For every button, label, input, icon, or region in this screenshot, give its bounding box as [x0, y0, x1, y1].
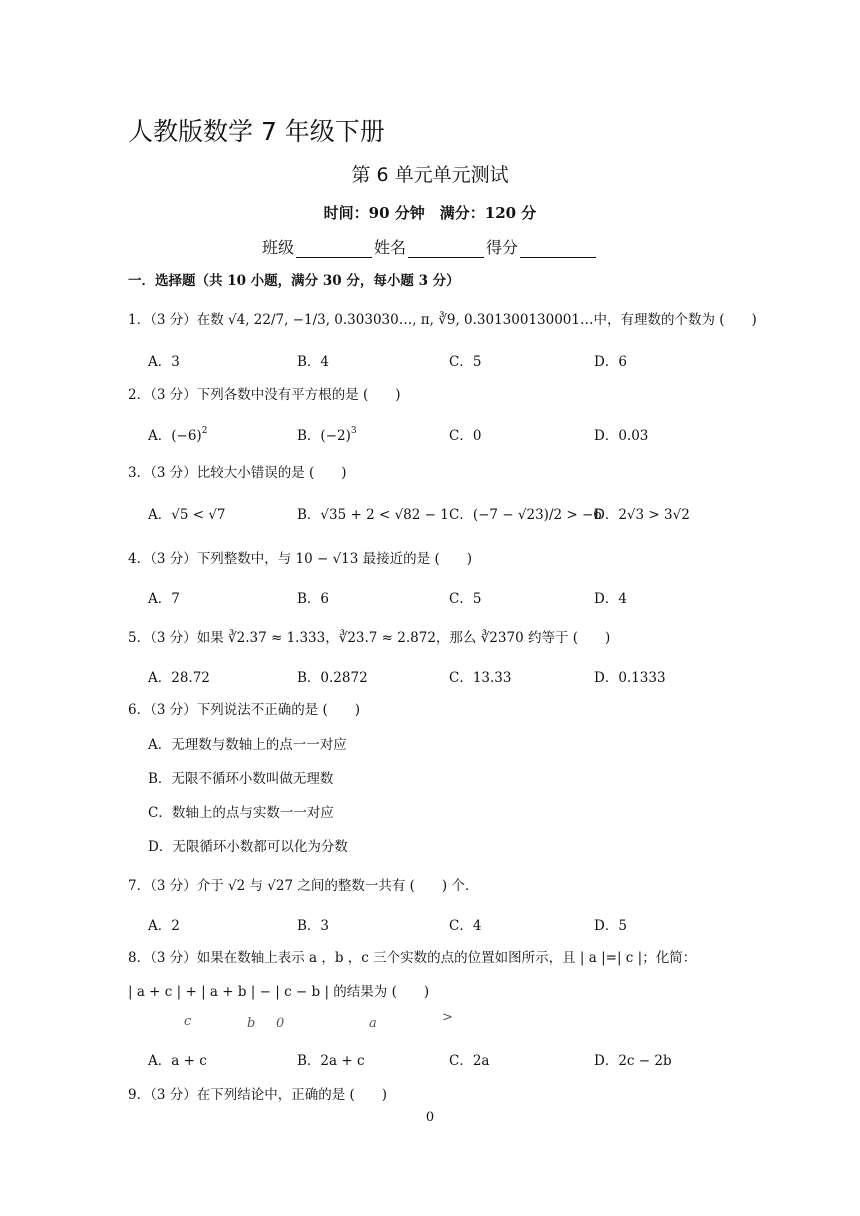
q7-option-d[interactable]: D．5 — [594, 918, 627, 934]
question-6-stem: 6．（3 分）下列说法不正确的是 ( ) — [128, 702, 361, 718]
q7-option-a[interactable]: A．2 — [148, 918, 180, 934]
q2-option-a[interactable] — [148, 424, 207, 444]
q5-option-d[interactable]: D．0.1333 — [594, 670, 666, 686]
score-label: 得分 — [486, 238, 519, 257]
q5-option-c[interactable]: C．13.33 — [449, 670, 512, 686]
name-label: 姓名 — [373, 238, 406, 257]
class-blank[interactable] — [296, 241, 372, 258]
question-7-stem: 7．（3 分）介于 √2 与 √27 之间的整数一共有 ( ) 个． — [128, 878, 479, 894]
student-info-fields — [0, 235, 860, 258]
question-2-stem: 2．（3 分）下列各数中没有平方根的是 ( ) — [128, 387, 401, 403]
q2-option-a-base: A．(−6) — [148, 428, 202, 444]
question-1-stem: 1．（3 分）在数 √4, 22/7, −1/3, 0.303030…, π, ∛9, 0.301300130001…中，有理数的个数为 ( ) — [128, 312, 757, 328]
q2-option-c[interactable]: C．0 — [449, 428, 482, 444]
axis-arrow-icon: > — [442, 1010, 453, 1025]
q2-option-d[interactable]: D．0.03 — [594, 428, 649, 444]
question-3-stem: 3．（3 分）比较大小错误的是 ( ) — [128, 465, 347, 481]
q7-option-c[interactable]: C．4 — [449, 918, 482, 934]
q3-option-b[interactable]: B．√35 + 2 < √82 − 1 — [297, 507, 449, 523]
q6-option-d[interactable]: D．无限循环小数都可以化为分数 — [148, 839, 348, 855]
q8-option-b[interactable]: B．2a + c — [297, 1053, 365, 1069]
q3-option-d[interactable]: D．2√3 > 3√2 — [594, 507, 690, 523]
q6-option-b[interactable]: B．无限不循环小数叫做无理数 — [148, 771, 334, 787]
axis-label-c: c — [184, 1014, 192, 1029]
q3-option-c[interactable]: C．(−7 − √23)/2 > −6 — [449, 507, 602, 523]
axis-label-zero: 0 — [276, 1016, 285, 1031]
q1-option-b[interactable]: B．4 — [297, 354, 330, 370]
q6-option-c[interactable]: C．数轴上的点与实数一一对应 — [148, 805, 334, 821]
class-label: 班级 — [261, 238, 294, 257]
axis-label-b: b — [247, 1016, 256, 1031]
q4-option-d[interactable]: D．4 — [594, 591, 627, 607]
q5-option-b[interactable]: B．0.2872 — [297, 670, 368, 686]
name-blank[interactable] — [408, 241, 484, 258]
q1-option-c[interactable]: C．5 — [449, 354, 482, 370]
q3-option-a[interactable]: A．√5 < √7 — [148, 507, 226, 523]
q2-option-b-exponent: 3 — [350, 426, 357, 436]
q2-option-b[interactable] — [297, 424, 357, 444]
question-5-stem: 5．（3 分）如果 ∛2.37 ≈ 1.333，∛23.7 ≈ 2.872，那么 ∛2370 约等于 ( ) — [128, 630, 611, 646]
q1-option-a[interactable]: A．3 — [148, 354, 180, 370]
q1-option-d[interactable]: D．6 — [594, 354, 627, 370]
score-blank[interactable] — [520, 241, 596, 258]
q6-option-a[interactable]: A．无理数与数轴上的点一一对应 — [148, 737, 347, 753]
axis-label-a: a — [369, 1016, 377, 1031]
q2-option-a-exponent: 2 — [201, 426, 208, 436]
q4-option-b[interactable]: B．6 — [297, 591, 330, 607]
q8-option-c[interactable]: C．2a — [449, 1053, 490, 1069]
q5-option-a[interactable]: A．28.72 — [148, 670, 210, 686]
q4-option-a[interactable]: A．7 — [148, 591, 180, 607]
q7-option-b[interactable]: B．3 — [297, 918, 330, 934]
time-score-info: 时间：90 分钟 满分：120 分 — [323, 204, 537, 222]
document-title: 人教版数学 7 年级下册 — [128, 117, 385, 146]
question-8-stem-line2: | a + c | + | a + b | − | c − b | 的结果为 ( ) — [128, 984, 430, 1000]
q8-option-a[interactable]: A．a + c — [148, 1053, 207, 1069]
q2-option-b-base: B．(−2) — [297, 428, 351, 444]
question-8-stem: 8．（3 分）如果在数轴上表示 a ，b ，c 三个实数的点的位置如图所示，且 | a |=| c |；化简： — [128, 950, 697, 966]
section-heading: 一．选择题（共 10 小题，满分 30 分，每小题 3 分） — [128, 273, 460, 289]
q8-option-d[interactable]: D．2c − 2b — [594, 1053, 672, 1069]
question-4-stem: 4．（3 分）下列整数中，与 10 − √13 最接近的是 ( ) — [128, 551, 472, 567]
unit-subtitle: 第 6 单元单元测试 — [351, 164, 509, 186]
page-number: 0 — [425, 1110, 435, 1125]
question-9-stem: 9．（3 分）在下列结论中，正确的是 ( ) — [128, 1087, 388, 1103]
q4-option-c[interactable]: C．5 — [449, 591, 482, 607]
